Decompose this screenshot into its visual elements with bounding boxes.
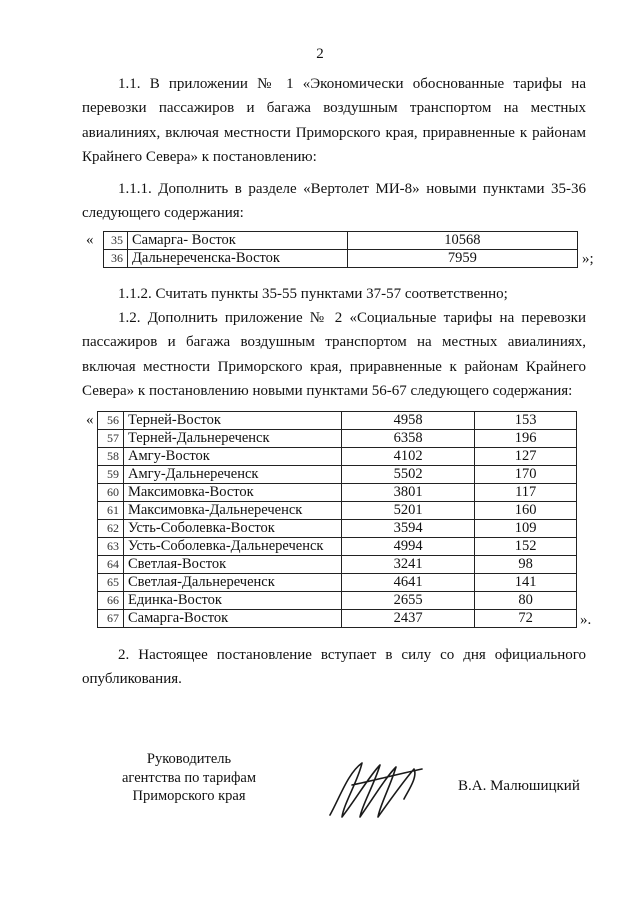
tariff-cell: 3594	[341, 520, 474, 538]
route-cell: Усть-Соболевка-Восток	[123, 520, 341, 538]
table-row	[98, 484, 577, 502]
tariff-table-1	[103, 231, 578, 268]
row-number: 65	[98, 574, 124, 592]
table2-open-quote: «	[86, 412, 94, 428]
social-tariff-cell: 170	[475, 466, 577, 484]
table-row	[98, 466, 577, 484]
row-number: 62	[98, 520, 124, 538]
table-row	[104, 250, 578, 268]
row-number: 60	[98, 484, 124, 502]
route-cell: Амгу-Дальнереченск	[123, 466, 341, 484]
social-tariff-cell: 80	[475, 592, 577, 610]
route-cell: Самарга- Восток	[127, 232, 347, 250]
page-number: 2	[316, 46, 324, 62]
tariff-cell: 3241	[341, 556, 474, 574]
row-number: 61	[98, 502, 124, 520]
route-cell: Единка-Восток	[123, 592, 341, 610]
tariff-cell: 6358	[341, 430, 474, 448]
table-row	[98, 610, 577, 628]
tariff-cell: 4958	[341, 412, 474, 430]
table-row	[98, 502, 577, 520]
route-cell: Терней-Дальнереченск	[123, 430, 341, 448]
row-number: 59	[98, 466, 124, 484]
tariff-cell: 4994	[341, 538, 474, 556]
table-row	[98, 412, 577, 430]
row-number: 64	[98, 556, 124, 574]
tariff-cell: 10568	[347, 232, 577, 250]
table1-close-quote: »;	[582, 251, 594, 267]
social-tariff-cell: 72	[475, 610, 577, 628]
social-tariff-cell: 109	[475, 520, 577, 538]
paragraph-2: 2. Настоящее постановление вступает в силу со дня официального опубликования.	[82, 647, 586, 688]
social-tariff-cell: 152	[475, 538, 577, 556]
table-row	[98, 538, 577, 556]
social-tariff-cell: 117	[475, 484, 577, 502]
tariff-cell: 2437	[341, 610, 474, 628]
table-row	[98, 592, 577, 610]
signatory-title-line-3: Приморского края	[132, 788, 246, 804]
tariff-cell: 4102	[341, 448, 474, 466]
social-tariff-cell: 141	[475, 574, 577, 592]
table-row	[98, 556, 577, 574]
route-cell: Дальнереченска-Восток	[127, 250, 347, 268]
table-row	[98, 448, 577, 466]
route-cell: Усть-Соболевка-Дальнереченск	[123, 538, 341, 556]
social-tariff-cell: 127	[475, 448, 577, 466]
table-row	[104, 232, 578, 250]
row-number: 35	[104, 232, 128, 250]
social-tariff-cell: 196	[475, 430, 577, 448]
signatory-title-line-1: Руководитель	[146, 751, 232, 767]
row-number: 56	[98, 412, 124, 430]
table-row	[98, 574, 577, 592]
table-row	[98, 520, 577, 538]
tariff-table-2	[97, 411, 577, 628]
route-cell: Терней-Восток	[123, 412, 341, 430]
social-tariff-cell: 160	[475, 502, 577, 520]
signatory-name: В.А. Малюшицкий	[458, 778, 580, 794]
paragraph-1-1: 1.1. В приложении № 1 «Экономически обоснованные тарифы на перевозки пассажиров и багажа воздушным транспортом на местных авиалиниях, включая местности Приморского края, приравненные к районам Крайнего Севера» к постановлению:	[82, 76, 586, 165]
paragraph-1-2: 1.2. Дополнить приложение № 2 «Социальные тарифы на перевозки пассажиров и багажа воздушным транспортом на местных авиалиниях, включая местности Приморского края, приравненные к районам Крайнего Севера» к постановлению новыми пунктами 56-67 следующего содержания:	[82, 310, 586, 399]
row-number: 66	[98, 592, 124, 610]
table2-close-quote: ».	[580, 612, 592, 628]
tariff-cell: 5502	[341, 466, 474, 484]
paragraph-1-1-1: 1.1.1. Дополнить в разделе «Вертолет МИ-8» новыми пунктами 35-36 следующего содержания:	[82, 181, 586, 222]
table1-open-quote: «	[86, 232, 94, 248]
tariff-cell: 5201	[341, 502, 474, 520]
social-tariff-cell: 153	[475, 412, 577, 430]
tariff-cell: 2655	[341, 592, 474, 610]
paragraph-1-1-2: 1.1.2. Считать пункты 35-55 пунктами 37-57 соответственно;	[118, 286, 508, 302]
handwritten-signature	[322, 755, 432, 823]
row-number: 57	[98, 430, 124, 448]
row-number: 63	[98, 538, 124, 556]
tariff-cell: 3801	[341, 484, 474, 502]
table-row	[98, 430, 577, 448]
social-tariff-cell: 98	[475, 556, 577, 574]
signatory-title	[114, 750, 264, 806]
row-number: 58	[98, 448, 124, 466]
tariff-cell: 4641	[341, 574, 474, 592]
route-cell: Светлая-Восток	[123, 556, 341, 574]
row-number: 36	[104, 250, 128, 268]
route-cell: Самарга-Восток	[123, 610, 341, 628]
route-cell: Светлая-Дальнереченск	[123, 574, 341, 592]
route-cell: Максимовка-Дальнереченск	[123, 502, 341, 520]
tariff-cell: 7959	[347, 250, 577, 268]
route-cell: Амгу-Восток	[123, 448, 341, 466]
route-cell: Максимовка-Восток	[123, 484, 341, 502]
row-number: 67	[98, 610, 124, 628]
signatory-title-line-2: агентства по тарифам	[122, 769, 256, 786]
